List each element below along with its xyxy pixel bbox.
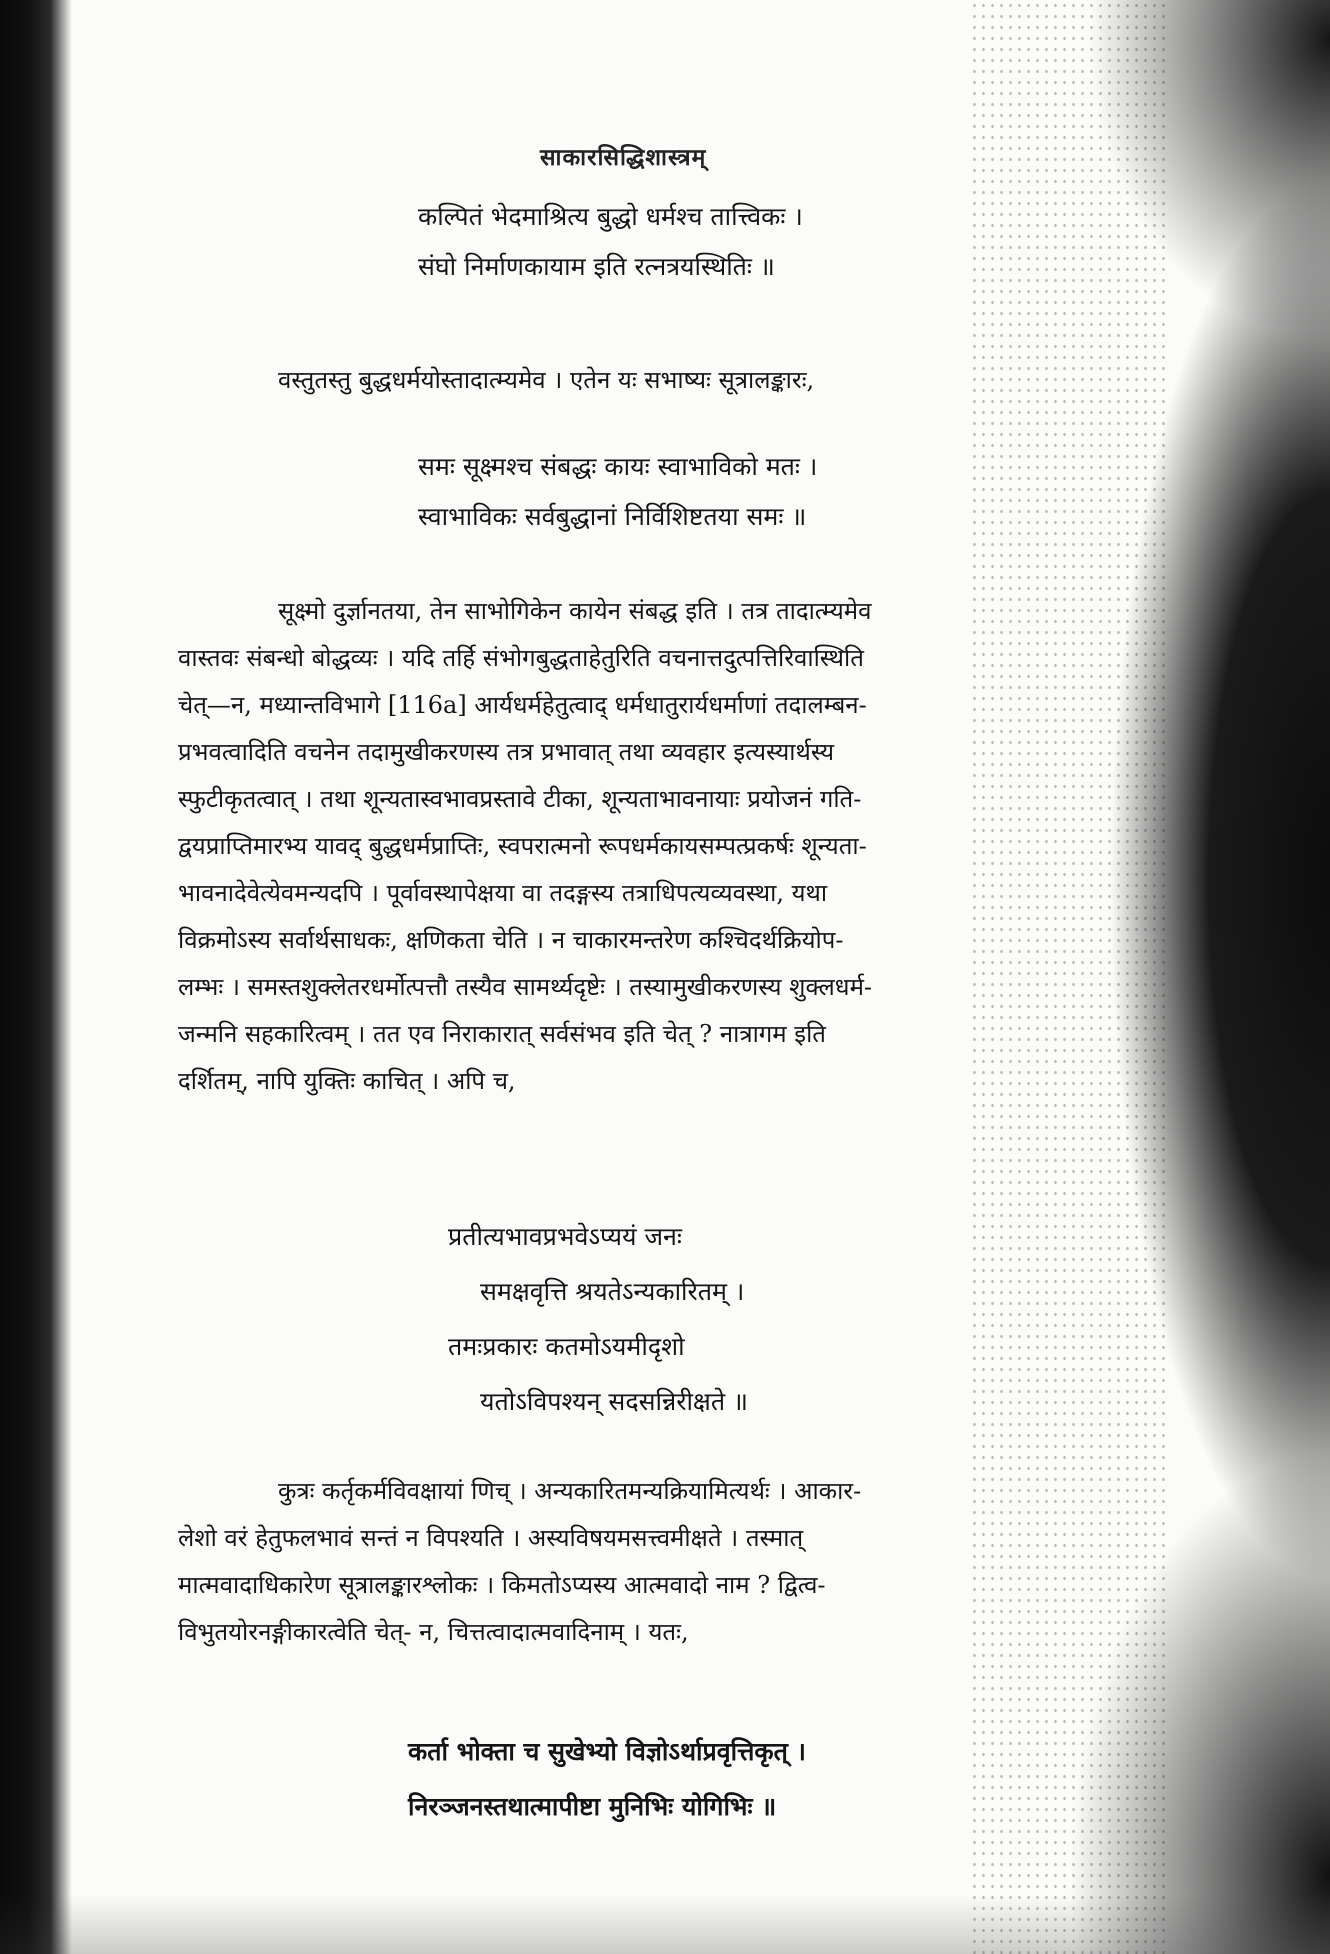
verse-2-line-2: स्वाभाविकः सर्वबुद्धानां निर्विशिष्टतया समः ॥ (418, 502, 807, 531)
line-after-verse-1: वस्तुतस्तु बुद्धधर्मयोस्तादात्म्यमेव । एतेन यः सभाष्यः सूत्रालङ्कारः, (278, 366, 815, 394)
prose-1-line: लम्भः । समस्तशुक्लेतरधर्मोत्पत्तौ तस्यैव सामर्थ्यदृष्टेः । तस्यामुखीकरणस्य शुक्लधर्म- (178, 973, 873, 1001)
verse-3-line-1: प्रतीत्यभावप्रभवेऽप्ययं जनः (448, 1222, 682, 1251)
prose-2-line (178, 1472, 1138, 1511)
prose-1-line: विक्रमोऽस्य सर्वार्थसाधकः, क्षणिकता चेति । न चाकारमन्तरेण कश्चिदर्थक्रियोप- (178, 926, 844, 954)
prose-2-line: विभुतयोरनङ्गीकारत्वेति चेत्- न, चित्तत्वादात्मवादिनाम् । यतः, (178, 1618, 689, 1646)
verse-4-line-1: कर्ता भोक्ता च सुखेभ्यो विज्ञोऽर्थाप्रवृत्तिकृत् । (408, 1737, 807, 1766)
verse-1-line-2: संघो निर्माणकायाम इति रत्नत्रयस्थितिः ॥ (418, 252, 775, 281)
scan-shadow-bottom (0, 1894, 1330, 1954)
prose-2-line-text: कुत्रः कर्तृकर्मविवक्षायां णिच् । अन्यकारितमन्यक्रियामित्यर्थः । आकार- (278, 1477, 862, 1505)
prose-1-line: जन्मनि सहकारित्वम् । तत एव निराकारात् सर्वसंभव इति चेत् ? नात्रागम इति (178, 1020, 826, 1048)
prose-paragraph-2 (178, 1472, 1138, 1652)
prose-paragraph-1 (178, 592, 1138, 1101)
verse-4-line-2: निरञ्जनस्तथात्मापीष्टा मुनिभिः योगिभिः ॥ (408, 1792, 777, 1821)
scan-shadow-left (0, 0, 72, 1954)
prose-1-line-text: सूक्ष्मो दुर्ज्ञानतया, तेन साभोगिकेन कायेन संबद्ध इति । तत्र तादात्म्यमेव (278, 597, 872, 625)
verse-2-line-1: समः सूक्ष्मश्च संबद्धः कायः स्वाभाविको मतः । (418, 452, 818, 481)
verse-3-line-2: समक्षवृत्ति श्रयतेऽन्यकारितम् । (480, 1277, 745, 1306)
prose-1-line: प्रभवत्वादिति वचनेन तदामुखीकरणस्य तत्र प्रभावात् तथा व्यवहार इत्यस्यार्थस्य (178, 738, 835, 766)
prose-1-line: दर्शितम्, नापि युक्तिः काचित् । अपि च, (178, 1067, 516, 1095)
prose-2-line: लेशो वरं हेतुफलभावं सन्तं न विपश्यति । अस्यविषयमसत्त्वमीक्षते । तस्मात् (178, 1524, 804, 1552)
prose-2-line: मात्मवादाधिकारेण सूत्रालङ्कारश्लोकः । किमतोऽप्यस्य आत्मवादो नाम ? द्वित्व- (178, 1571, 826, 1599)
prose-1-line: स्फुटीकृतत्वात् । तथा शून्यतास्वभावप्रस्तावे टीका, शून्यताभावनायाः प्रयोजनं गति- (178, 785, 862, 813)
verse-3-line-4: यतोऽविपश्यन् सदसन्निरीक्षते ॥ (480, 1387, 749, 1416)
prose-1-line: चेत्—न, मध्यान्तविभागे [116a] आर्यधर्महेतुत्वाद् धर्मधातुरार्यधर्माणां तदालम्बन- (178, 691, 867, 719)
prose-1-line: भावनादेवेत्येवमन्यदपि । पूर्वावस्थापेक्षया वा तदङ्गस्य तत्राधिपत्यव्यवस्था, यथा (178, 879, 828, 907)
verse-1-line-1: कल्पितं भेदमाश्रित्य बुद्धो धर्मश्च तात्त्विकः । (418, 202, 803, 231)
prose-1-line: द्वयप्राप्तिमारभ्य यावद् बुद्धधर्मप्राप्तिः, स्वपरात्मनो रूपधर्मकायसम्पत्प्रकर्षः शून्यता- (178, 832, 867, 860)
verse-3-line-3: तमःप्रकारः कतमोऽयमीदृशो (448, 1332, 685, 1361)
prose-1-line: वास्तवः संबन्धो बोद्धव्यः । यदि तर्हि संभोगबुद्धताहेतुरिति वचनात्तदुत्पत्तिरिवास्थिति (178, 644, 864, 672)
running-head: साकारसिद्धिशास्त्रम् (540, 144, 707, 171)
prose-1-line (178, 592, 1138, 631)
